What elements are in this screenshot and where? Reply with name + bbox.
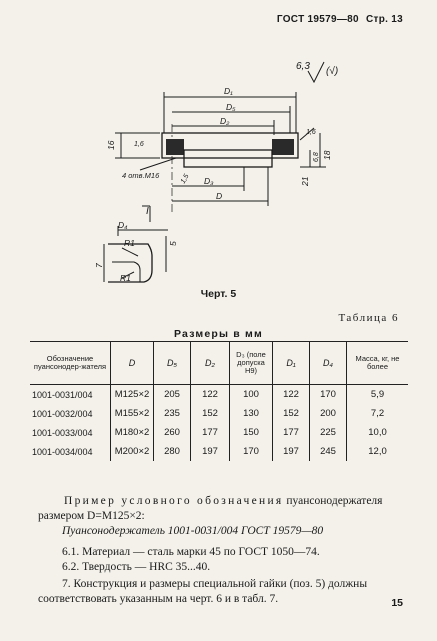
page-number: 15 (391, 597, 403, 609)
standard-number: ГОСТ 19579—80 (276, 14, 359, 25)
cell: 200 (310, 404, 347, 423)
cell: 177 (273, 423, 310, 442)
cell: M200×2 (111, 442, 154, 461)
col-header-D2: D₂ (191, 342, 230, 385)
item-7: 7. Конструкция и размеры специальной гайки (поз. 5) должны соответствовать указанным на черт. 6 и в табл. 7. (38, 578, 368, 605)
dim-D3: D₃ (204, 176, 214, 186)
example-paragraph (38, 494, 410, 524)
cell: 10,0 (347, 423, 409, 442)
example-heading: Пример условного обозначения (64, 495, 284, 507)
dim-D1: D₁ (224, 86, 233, 96)
item-6-2: 6.2. Твердость — HRC 35...40. (62, 561, 211, 573)
col-header-D4: D₄ (310, 342, 347, 385)
table-subtitle: Размеры в мм (173, 328, 263, 340)
table-row (30, 442, 408, 461)
dim-D2: D₂ (220, 116, 230, 126)
cell: 197 (273, 442, 310, 461)
cell: 197 (191, 442, 230, 461)
cell: 5,9 (347, 385, 409, 405)
cell: 177 (191, 423, 230, 442)
cell: M155×2 (111, 404, 154, 423)
dim-D4: D₄ (118, 220, 128, 230)
right-section-hatch (272, 139, 294, 155)
cell: 235 (154, 404, 191, 423)
thread-label: 4 отв.M16 (122, 171, 160, 180)
cell: 280 (154, 442, 191, 461)
detail-label: I (146, 206, 149, 217)
cell: 1001-0034/004 (32, 446, 93, 457)
dim-D: D (216, 191, 223, 201)
cell: 260 (154, 423, 191, 442)
cell: 1001-0033/004 (32, 427, 93, 438)
item-6-1: 6.1. Материал — сталь марки 45 по ГОСТ 1050—74. (62, 546, 320, 558)
page-label: Стр. 13 (365, 14, 403, 25)
cell: 152 (273, 404, 310, 423)
dim-18: 18 (322, 150, 332, 160)
example-text: пуансонодержателя размером D=M125×2: (38, 495, 383, 522)
cell: 225 (310, 423, 347, 442)
cell: 7,2 (347, 404, 409, 423)
figure-caption: Черт. 5 (200, 288, 237, 300)
cell: 122 (273, 385, 310, 405)
dim-1-6-right: 1,6 (306, 129, 316, 136)
col-header-designation: Обозначение пуансонодер-жателя (30, 342, 111, 385)
cell: 1001-0031/004 (32, 389, 93, 400)
table-row (30, 423, 408, 442)
dim-1-6-left: 1,6 (134, 141, 144, 148)
dim-1-5: 1,5 (179, 173, 191, 185)
dim-D5: D₅ (226, 102, 236, 112)
table-title: Таблица 6 (338, 312, 399, 324)
cell: 100 (230, 385, 273, 405)
cell: M125×2 (111, 385, 154, 405)
cell: 12,0 (347, 442, 409, 461)
col-header-D1: D₁ (273, 342, 310, 385)
col-header-mass: Масса, кг, не более (347, 342, 409, 385)
cell: 205 (154, 385, 191, 405)
table-row (30, 385, 408, 405)
designation-example: Пуансонодержатель 1001-0031/004 ГОСТ 19579—80 (62, 525, 324, 537)
cell: 152 (191, 404, 230, 423)
cell: 122 (191, 385, 230, 405)
dim-5: 5 (168, 241, 178, 246)
cell: M180×2 (111, 423, 154, 442)
technical-drawing (0, 0, 437, 290)
radius-top: R1 (124, 238, 135, 248)
table-header-row (30, 342, 408, 385)
roughness-value: 6,3 (296, 61, 310, 72)
roughness-symbol (308, 62, 324, 82)
dimensions-table (30, 341, 408, 461)
cell: 150 (230, 423, 273, 442)
roughness-suffix: (√) (326, 66, 339, 77)
cell: 170 (310, 385, 347, 405)
cell: 130 (230, 404, 273, 423)
dim-16: 16 (106, 140, 116, 150)
col-header-D5: D₅ (154, 342, 191, 385)
cell: 170 (230, 442, 273, 461)
radius-bottom: R1 (120, 273, 131, 283)
col-header-D3: D₃ (поле допуска H9) (230, 342, 273, 385)
left-section-hatch (166, 139, 184, 155)
dim-7: 7 (94, 263, 104, 268)
table-row (30, 404, 408, 423)
col-header-D: D (111, 342, 154, 385)
dim-6-8: 6,8 (313, 152, 320, 162)
cell: 1001-0032/004 (32, 408, 93, 419)
dim-21: 21 (300, 176, 310, 186)
cell: 245 (310, 442, 347, 461)
